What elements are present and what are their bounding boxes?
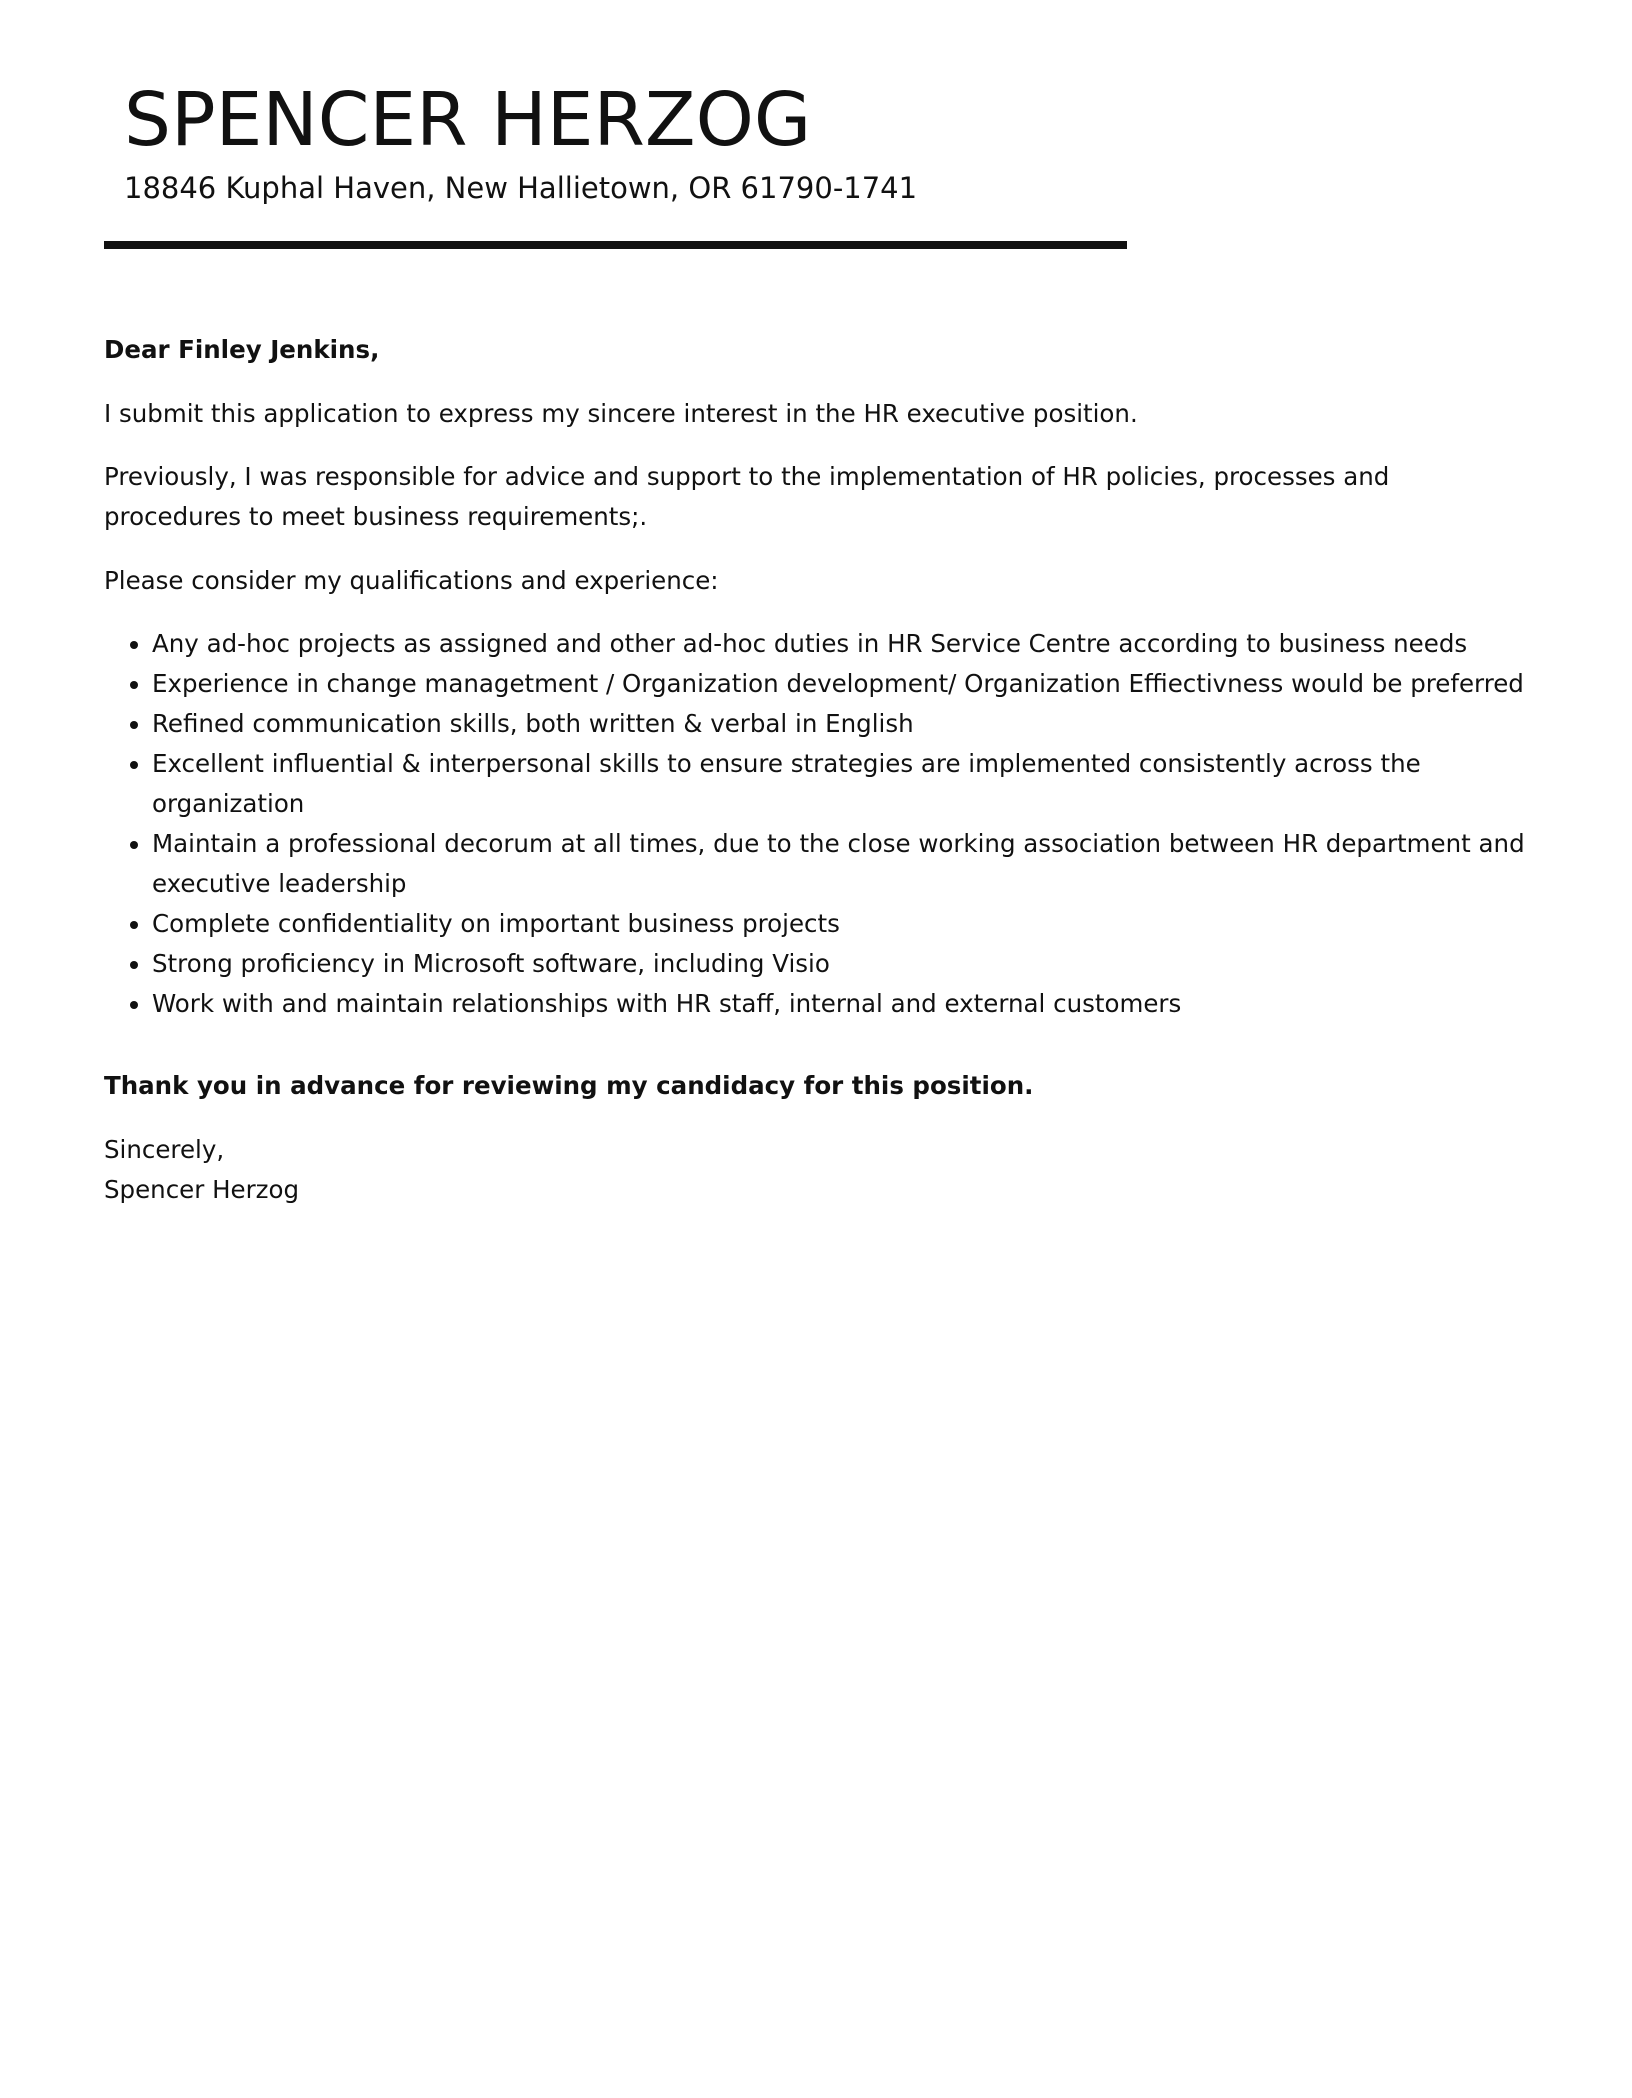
salutation: Dear Finley Jenkins, [104, 335, 380, 364]
applicant-address: 18846 Kuphal Haven, New Hallietown, OR 61790-1741 [124, 171, 918, 205]
list-item: • Work with and maintain relationships with HR staff, internal and external customers [152, 984, 1534, 1024]
list-item: • Any ad-hoc projects as assigned and other ad-hoc duties in HR Service Centre according to business needs [152, 624, 1534, 664]
applicant-name: SPENCER HERZOG [124, 77, 812, 163]
list-item: • Strong proficiency in Microsoft software, including Visio [152, 944, 1534, 984]
closing-paragraph: Thank you in advance for reviewing my candidacy for this position. [104, 1071, 1034, 1100]
list-item: • Excellent influential & interpersonal skills to ensure strategies are implemented consistently across the organization [152, 744, 1534, 824]
qualifications-intro: Please consider my qualifications and experience: [104, 566, 719, 595]
list-item: • Refined communication skills, both written & verbal in English [152, 704, 1534, 744]
signature-name: Spencer Herzog [104, 1175, 300, 1204]
list-item: • Maintain a professional decorum at all times, due to the close working association between HR department and executive leadership [152, 824, 1534, 904]
previous-experience-paragraph: Previously, I was responsible for advice and support to the implementation of HR policies, processes and procedures to meet business requirements;. [104, 462, 1390, 531]
list-item: • Experience in change managetment / Organization development/ Organization Effiectivness would be preferred [152, 664, 1534, 704]
intro-paragraph: I submit this application to express my sincere interest in the HR executive position. [104, 399, 1138, 428]
signoff: Sincerely, [104, 1135, 225, 1164]
header-divider [104, 241, 1127, 249]
list-item: • Complete confidentiality on important business projects [152, 904, 1534, 944]
letter-body [104, 330, 1534, 1210]
qualifications-list [104, 624, 1534, 1024]
